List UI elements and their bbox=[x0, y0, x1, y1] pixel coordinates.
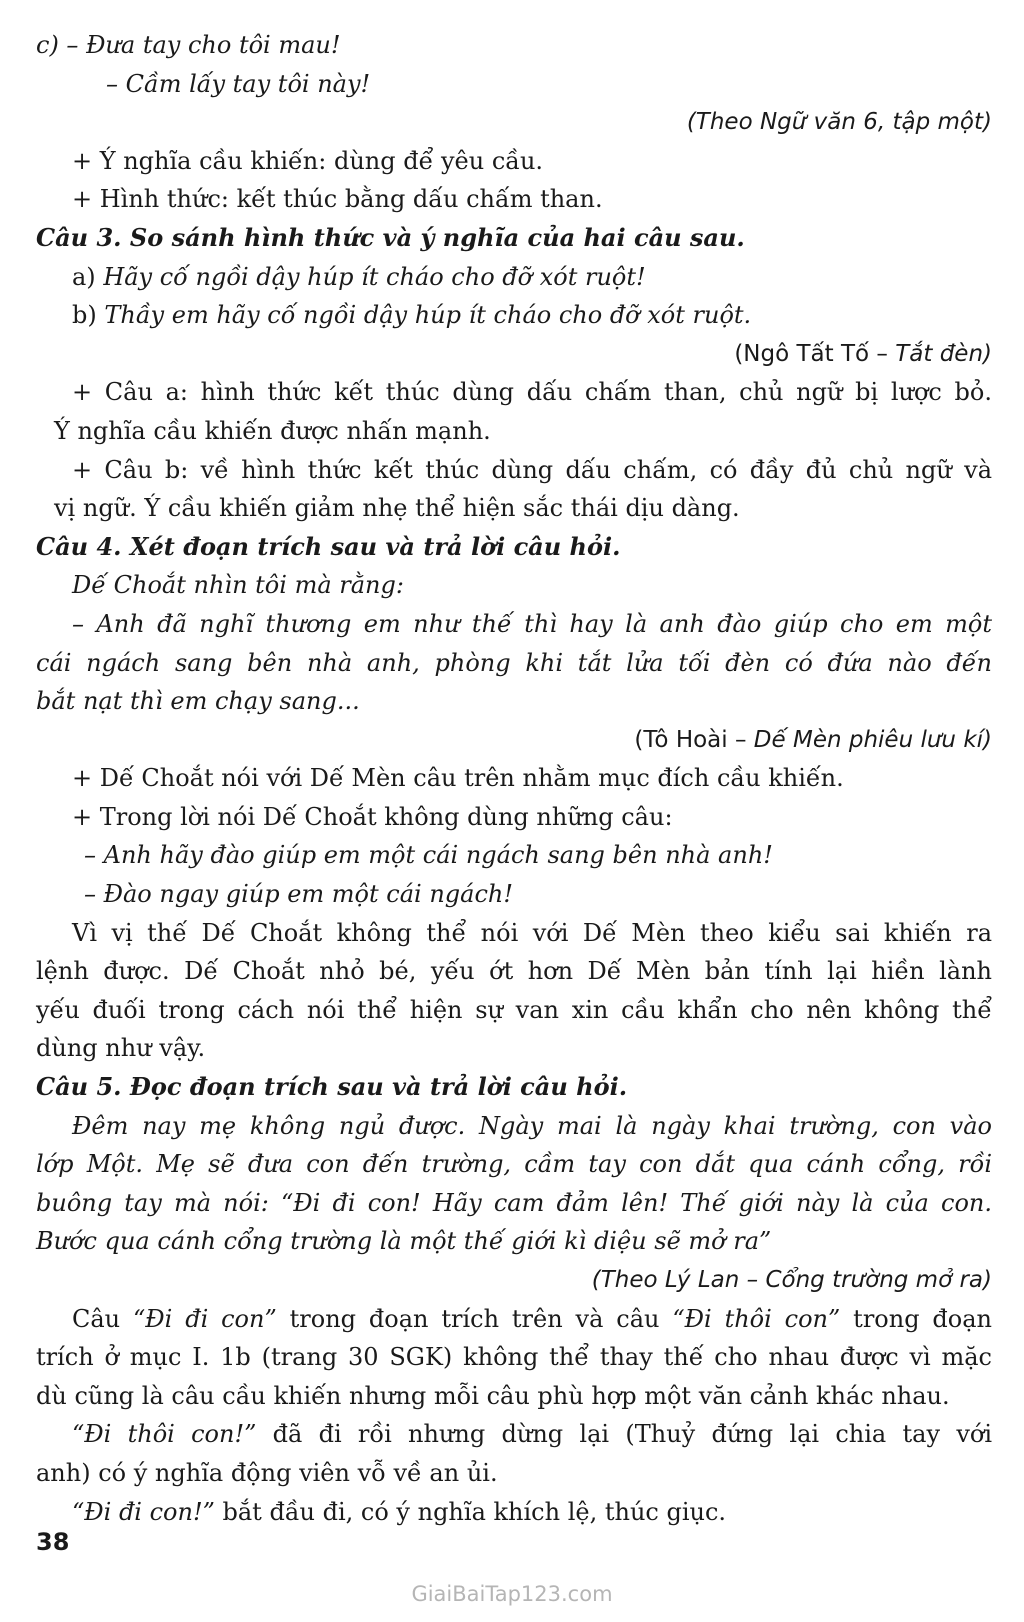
paragraph-line bbox=[36, 1415, 992, 1454]
excerpt-line: Bước qua cánh cổng trường là một thế giới kì diệu sẽ mở ra” bbox=[36, 1227, 772, 1256]
quote-run: “Đi đi con” bbox=[133, 1304, 277, 1333]
source-title: Cổng trường mở ra) bbox=[765, 1267, 992, 1293]
quote-run: “Đi thôi con!” bbox=[72, 1420, 257, 1449]
paragraph-line bbox=[36, 1493, 992, 1532]
source-citation bbox=[36, 103, 992, 142]
excerpt-line: Đêm nay mẹ không ngủ được. Ngày mai là ngày khai trường, con vào bbox=[72, 1111, 992, 1140]
example-sentence: – Anh hãy đào giúp em một cái ngách sang bên nhà anh! bbox=[84, 841, 773, 870]
excerpt-line: cái ngách sang bên nhà anh, phòng khi tắt lửa tối đèn có đứa nào đến bbox=[36, 648, 992, 677]
example-b bbox=[36, 296, 992, 335]
paragraph-line: trích ở mục I. 1b (trang 30 SGK) không thể thay thế cho nhau được vì mặc bbox=[36, 1343, 992, 1372]
paragraph-line: + Trong lời nói Dế Choắt không dùng những câu: bbox=[72, 802, 673, 831]
text-run: Câu bbox=[72, 1304, 134, 1333]
question-4-heading: Câu 4. Xét đoạn trích sau và trả lời câu hỏi. bbox=[36, 531, 621, 561]
source-text: (Theo Ngữ văn 6, tập một) bbox=[686, 109, 992, 136]
paragraph-line: + Câu b: về hình thức kết thúc dùng dấu chấm, có đầy đủ chủ ngữ và bbox=[72, 455, 992, 484]
paragraph-line: + Ý nghĩa cầu khiến: dùng để yêu cầu. bbox=[72, 146, 544, 175]
text-run: bắt đầu đi, có ý nghĩa khích lệ, thúc giục. bbox=[214, 1497, 727, 1526]
paragraph-line: yếu đuối trong cách nói thể hiện sự van xin cầu khẩn cho nên không thể bbox=[36, 995, 992, 1024]
quote-run: “Đi thôi con” bbox=[672, 1304, 841, 1333]
example-a bbox=[36, 258, 992, 297]
excerpt-line: bắt nạt thì em chạy sang... bbox=[36, 687, 360, 716]
paragraph-line: + Dế Choắt nói với Dế Mèn câu trên nhằm mục đích cầu khiến. bbox=[72, 764, 844, 793]
paragraph-line: dù cũng là câu cầu khiến nhưng mỗi câu phù hợp một văn cảnh khác nhau. bbox=[36, 1381, 950, 1410]
paragraph-line: vị ngữ. Ý cầu khiến giảm nhẹ thể hiện sắc thái dịu dàng. bbox=[54, 494, 740, 523]
paragraph-line: dùng như vậy. bbox=[36, 1034, 206, 1063]
paragraph-line: + Câu a: hình thức kết thúc dùng dấu chấm than, chủ ngữ bị lược bỏ. bbox=[72, 378, 992, 407]
excerpt-line: – Anh đã nghĩ thương em như thế thì hay là anh đào giúp cho em một bbox=[72, 609, 992, 638]
paragraph-line: Vì vị thế Dế Choắt không thể nói với Dế Mèn theo kiểu sai khiến ra bbox=[72, 918, 992, 947]
source-citation bbox=[36, 1261, 992, 1300]
excerpt-line: lớp Một. Mẹ sẽ đưa con đến trường, cầm tay con dắt qua cánh cổng, rồi bbox=[36, 1150, 992, 1179]
source-citation bbox=[36, 721, 992, 760]
question-5-heading: Câu 5. Đọc đoạn trích sau và trả lời câu hỏi. bbox=[36, 1072, 628, 1102]
text-run: trong đoạn bbox=[840, 1304, 993, 1333]
text-run: trong đoạn trích trên và câu bbox=[276, 1304, 673, 1333]
source-author: (Ngô Tất Tố – bbox=[734, 340, 896, 367]
source-author: (Theo Lý Lan – bbox=[591, 1267, 766, 1293]
example-label: a) bbox=[72, 262, 96, 291]
watermark: GiaiBaiTap123.com bbox=[411, 1582, 613, 1606]
question-3-heading: Câu 3. So sánh hình thức và ý nghĩa của hai câu sau. bbox=[36, 222, 745, 252]
source-author: (Tô Hoài – bbox=[634, 726, 754, 753]
text-run: đã đi rồi nhưng dừng lại (Thuỷ đứng lại chia tay với bbox=[256, 1420, 993, 1449]
example-sentence: – Đào ngay giúp em một cái ngách! bbox=[84, 880, 513, 909]
excerpt-line: Dế Choắt nhìn tôi mà rằng: bbox=[72, 571, 404, 600]
example-text: Thầy em hãy cố ngồi dậy húp ít cháo cho đỡ xót ruột. bbox=[104, 301, 752, 330]
example-label: b) bbox=[72, 301, 97, 330]
example-c-line-1: c) – Đưa tay cho tôi mau! bbox=[36, 31, 341, 59]
example-text: Hãy cố ngồi dậy húp ít cháo cho đỡ xót ruột! bbox=[103, 262, 646, 291]
paragraph-line: + Hình thức: kết thúc bằng dấu chấm than. bbox=[72, 185, 603, 214]
page-number: 38 bbox=[36, 1528, 70, 1556]
quote-run: “Đi đi con!” bbox=[72, 1497, 215, 1526]
excerpt-line: buông tay mà nói: “Đi đi con! Hãy cam đảm lên! Thế giới này là của con. bbox=[36, 1188, 992, 1217]
paragraph-line: Ý nghĩa cầu khiến được nhấn mạnh. bbox=[54, 416, 491, 445]
source-title: Dế Mèn phiêu lưu kí) bbox=[753, 726, 992, 753]
paragraph-line: anh) có ý nghĩa động viên vỗ về an ủi. bbox=[36, 1458, 498, 1487]
page-content bbox=[36, 26, 992, 1531]
source-citation bbox=[36, 335, 992, 374]
paragraph-line bbox=[36, 1300, 992, 1339]
source-title: Tắt đèn) bbox=[895, 340, 992, 367]
paragraph-line: lệnh được. Dế Choắt nhỏ bé, yếu ớt hơn Dế Mèn bản tính lại hiền lành bbox=[36, 957, 992, 986]
example-c-line-2: – Cầm lấy tay tôi này! bbox=[106, 69, 371, 98]
